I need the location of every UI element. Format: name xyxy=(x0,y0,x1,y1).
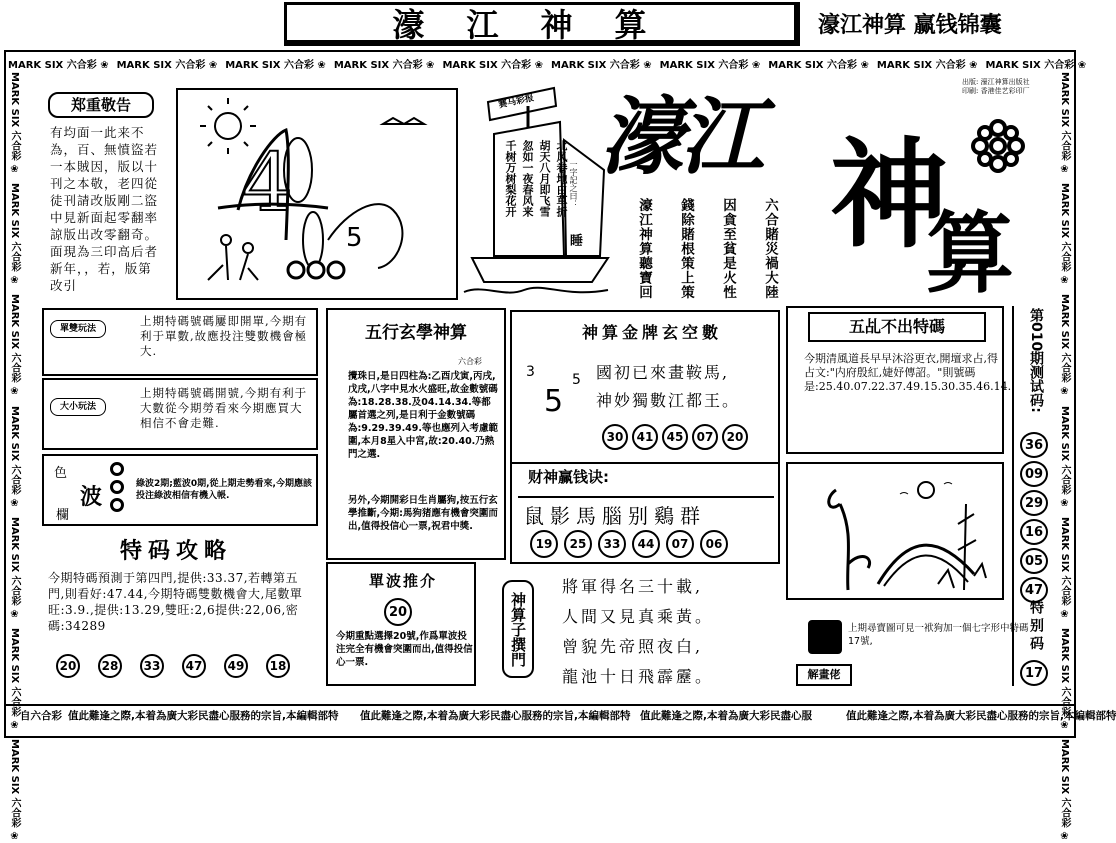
big-small-panel xyxy=(42,378,318,450)
never-out-panel xyxy=(786,306,1012,454)
bridge-icon xyxy=(878,545,974,584)
single-wave-title: 單波推介 xyxy=(368,572,437,590)
mark-six-logo-text: MARK SIX 六合彩 ❀ xyxy=(551,60,652,71)
mark-six-logo-text: MARK SIX 六合彩 ❀ xyxy=(1059,628,1070,732)
publisher-line1: 出版: 濠江神算出版社 xyxy=(962,78,1030,86)
mark-six-logo-text: MARK SIX 六合彩 ❀ xyxy=(9,183,20,287)
mark-six-logo-text: MARK SIX 六合彩 ❀ xyxy=(985,60,1087,71)
sailboat-poem xyxy=(464,86,608,300)
masthead-suan: 算 xyxy=(926,201,1015,305)
bridge-drawing xyxy=(788,464,1002,598)
test-code-number: 16 xyxy=(1020,519,1048,545)
verse-col4: 濠江神算聽寶回 xyxy=(636,198,652,300)
mark-six-logo-text: MARK SIX 六合彩 ❀ xyxy=(9,516,20,621)
golden-number: 41 xyxy=(632,424,658,450)
footer-seg1: 自六合彩 xyxy=(20,710,62,722)
fortune-number: 07 xyxy=(666,530,694,558)
single-double-panel xyxy=(42,308,318,376)
test-code-label: 第010期测试码: xyxy=(1028,308,1044,413)
flower-number-drawing xyxy=(178,90,456,298)
wave-dot-icon xyxy=(110,480,124,494)
verse-col1: 六合賭災禍大陸 xyxy=(762,198,778,300)
fortune-number: 44 xyxy=(632,530,660,558)
zi-men-label: 神算子撰門 xyxy=(502,580,534,678)
masthead-haojiang: 濠江 xyxy=(600,87,761,186)
flower-icon xyxy=(208,235,258,280)
single-wave-body: 今期重點選擇20號,作爲單波投注完全有機會突圍而出,值得投信心一票. xyxy=(336,631,473,668)
test-code-panel xyxy=(1012,306,1058,686)
sail-poem-col4: 千树万树梨花开 xyxy=(504,140,517,217)
mark-six-logo-text: MARK SIX 六合彩 ❀ xyxy=(9,405,20,509)
wuxing-extra: 另外,今期開彩日生肖屬狗,按五行玄學推斷,今期:馬狗猪應有機會突圍而出,值得投信心一票,祝君中獎. xyxy=(348,495,498,532)
flower-logo-icon xyxy=(970,118,1026,174)
decode-label: 解畫佬 xyxy=(796,664,852,686)
poem-four-lines xyxy=(562,572,782,692)
golden-panel xyxy=(510,310,780,462)
big-small-label: 大小玩法 xyxy=(50,398,106,416)
decode-panel xyxy=(786,606,1036,688)
sail-answer: 睡 xyxy=(570,234,584,249)
never-out-title: 五乩不出特碼 xyxy=(808,312,986,342)
notice-title: 郑重敬告 xyxy=(48,92,154,118)
color-wave-text: 綠波2期;藍波0期,從上期走勢看來,今期應該投注綠波相信有機入帳. xyxy=(136,479,312,501)
sail-poem-col1: 北风卷地白草折 xyxy=(555,140,568,217)
poem-line: 龍池十日飛霹靂。 xyxy=(562,667,715,686)
wave-dot-icon xyxy=(110,462,124,476)
mark-six-logo-text: MARK SIX 六合彩 ❀ xyxy=(1059,183,1070,287)
special-attack-body: 今期特碼預測于第四門,提供:33.37,若轉第五門,則看好:47.44,今期特碼雙數機會大,尾數單旺:3.9.,提供:13.29,雙旺:2,6提供:22,06,密碼:34289 xyxy=(48,571,303,633)
fortune-number: 33 xyxy=(598,530,626,558)
fortune-panel xyxy=(510,462,780,564)
poem-line: 曾貌先帝照夜白, xyxy=(562,637,704,656)
single-wave-number: 20 xyxy=(384,598,412,626)
golden-line1: 國初已來畫鞍馬, xyxy=(596,363,730,382)
masthead-shen: 神 xyxy=(830,125,949,264)
mark-six-logo-text: MARK SIX 六合彩 ❀ xyxy=(1059,516,1070,621)
notice-box xyxy=(42,92,168,304)
fortune-line: 鼠影馬腦别鷄群 xyxy=(518,496,774,526)
bridge-drawing-panel xyxy=(786,462,1004,600)
special-attack-number: 20 xyxy=(56,654,80,678)
golden-number: 45 xyxy=(662,424,688,450)
verse-col3: 錢除賭根策上策 xyxy=(678,198,694,300)
sun-icon xyxy=(918,482,934,498)
coins-icon xyxy=(288,118,424,278)
verse-columns xyxy=(624,198,780,308)
decode-icon xyxy=(808,620,842,654)
color-wave-panel xyxy=(42,454,318,526)
mark-six-logo-text: MARK SIX 六合彩 ❀ xyxy=(9,72,20,176)
wuxing-body: 攪珠日,是日四柱為:乙酉戊寅,丙戌,戊戌,八字中見水火盛旺,故金數號碼為:18.28.38.及04.14.34.等都屬首選之列,是日利于金數號碼為:9.29.39.49.等也應列入考慮範圍,本月8星入中宮,故:20.40.乃熱門之選. xyxy=(348,371,499,460)
golden-title: 神算金牌玄空數 xyxy=(581,323,722,342)
test-code-number: 05 xyxy=(1020,548,1048,574)
test-code-number: 09 xyxy=(1020,461,1048,487)
footer-seg3: 值此難逢之際,本着為廣大彩民盡心服務的宗旨,本編輯部特 xyxy=(360,710,631,722)
mark-six-logo-text: MARK SIX 六合彩 ❀ xyxy=(225,60,326,71)
special-attack-number: 47 xyxy=(182,654,206,678)
sail-side-text: 一字記之曰： xyxy=(569,160,578,208)
golden-doodle xyxy=(526,358,592,428)
wave-dots xyxy=(110,462,124,512)
mark-six-logo-text: MARK SIX 六合彩 ❀ xyxy=(116,60,218,71)
mark-six-logo-text: MARK SIX 六合彩 ❀ xyxy=(1059,405,1070,509)
test-code-number: 36 xyxy=(1020,432,1048,458)
special-attack-title: 特码攻略 xyxy=(119,538,232,564)
mark-six-logo-text: MARK SIX 六合彩 ❀ xyxy=(768,60,869,71)
sail-poem-col3: 忽如一夜春风来 xyxy=(521,140,534,217)
color-wave-c1: 色 xyxy=(54,466,68,481)
doodle-num: 5 xyxy=(572,372,581,388)
publisher-info xyxy=(962,78,1054,96)
single-double-text: 上期特碼號碼屢即開單,今期有利于單數,故應投注雙數機會極大. xyxy=(140,314,308,358)
mark-six-logo-text: MARK SIX 六合彩 ❀ xyxy=(876,60,978,71)
mark-six-logo-text: MARK SIX 六合彩 ❀ xyxy=(442,60,544,71)
poem-line: 人間又見真乘黃。 xyxy=(562,607,715,626)
special-attack-number: 18 xyxy=(266,654,290,678)
special-attack-numbers xyxy=(56,654,290,678)
mark-six-logo-text: MARK SIX 六合彩 ❀ xyxy=(9,294,20,398)
wuxing-sub: 六合彩 xyxy=(458,357,482,366)
wuxing-panel xyxy=(326,308,506,560)
special-attack-number: 28 xyxy=(98,654,122,678)
footer-seg2: 值此難逢之際,本着為廣大彩民盡心服務的宗旨,本編輯部特 xyxy=(68,710,339,722)
doodle-num: 5 xyxy=(544,384,564,419)
doodle-num: 3 xyxy=(526,364,535,380)
golden-numbers xyxy=(602,424,748,450)
golden-number: 30 xyxy=(602,424,628,450)
mark-six-logo-text: MARK SIX 六合彩 ❀ xyxy=(9,628,20,732)
mark-six-logo-text: MARK SIX 六合彩 ❀ xyxy=(8,60,109,71)
verse-col2: 因貪至貧是火性 xyxy=(720,198,736,300)
mark-six-strip-right xyxy=(1058,72,1072,843)
mark-six-logo-text: MARK SIX 六合彩 ❀ xyxy=(659,60,761,71)
never-out-body: 今期清風道長早早沐浴更衣,開壇求占,得占文:"内府殷紅,婕妤傳詔。"則號碼是:25.40.07.22.37.49.15.30.35.46.14. xyxy=(804,352,1012,393)
sail-flag: 赛马彩报 xyxy=(497,93,535,111)
special-attack-number: 33 xyxy=(140,654,164,678)
drawing-small-number: 5 xyxy=(346,223,363,253)
big-small-text: 上期特碼號碼開號,今期有利于大數從今期勞看來今期應買大相信不會走難. xyxy=(140,386,308,430)
special-code-number: 17 xyxy=(1020,660,1048,686)
special-attack-number: 49 xyxy=(224,654,248,678)
wave-dot-icon xyxy=(110,498,124,512)
color-wave-c2: 波 xyxy=(80,484,103,510)
test-code-number: 29 xyxy=(1020,490,1048,516)
mark-six-logo-text: MARK SIX 六合彩 ❀ xyxy=(1059,72,1070,176)
mark-six-strip-left xyxy=(8,72,22,843)
fortune-number: 25 xyxy=(564,530,592,558)
banner-slogan: 濠江神算 赢钱锦囊 xyxy=(818,12,1002,38)
single-double-label: 單雙玩法 xyxy=(50,320,106,338)
footer-seg4: 值此難逢之際,本着為廣大彩民盡心服 xyxy=(640,710,812,722)
wuxing-title: 五行玄學神算 xyxy=(365,323,467,343)
test-code-numbers xyxy=(1020,432,1048,603)
mark-six-logo-text: MARK SIX 六合彩 ❀ xyxy=(333,60,435,71)
fortune-title: 财神赢钱诀: xyxy=(528,468,609,486)
special-code-label: 特别码 xyxy=(1028,600,1044,654)
drawing-panel xyxy=(176,88,458,300)
decode-text: 上期尋寶圖可見一袱狗加一個七字形中特碼17號, xyxy=(848,623,1029,647)
special-attack-panel xyxy=(42,530,318,686)
golden-line2: 神妙獨數江都王。 xyxy=(596,391,741,410)
sail-poem-col2: 胡天八月即飞雪 xyxy=(538,140,551,217)
footer-seg5: 值此難逢之際,本着為廣大彩民盡心服務的宗旨,本編輯部特 xyxy=(846,710,1116,722)
banner-title: 濠江神算 xyxy=(284,2,800,46)
fortune-number: 06 xyxy=(700,530,728,558)
drawing-big-number: 4 xyxy=(242,136,293,229)
sail-poem xyxy=(502,140,569,217)
publisher-line2: 印刷: 香港佳艺彩印厂 xyxy=(962,87,1030,95)
poem-line: 將軍得名三十載, xyxy=(562,577,704,596)
single-wave-panel xyxy=(326,562,476,686)
mark-six-logo-text: MARK SIX 六合彩 ❀ xyxy=(1059,739,1070,843)
color-wave-c3: 欄 xyxy=(56,508,70,523)
mark-six-strip-top xyxy=(8,56,1087,71)
notice-body: 有均面一此来不為，百、無憤盜若一本賊因，版以十刊之本敬，老四從徒刊請改版剛二盜中見新面起零翻率諒版出改零翻奇。面現為三印高后者新年，，若，版第改引 xyxy=(50,125,159,293)
fortune-number: 19 xyxy=(530,530,558,558)
golden-number: 07 xyxy=(692,424,718,450)
test-code-number: 47 xyxy=(1020,577,1048,603)
golden-number: 20 xyxy=(722,424,748,450)
fortune-numbers xyxy=(530,530,728,558)
mark-six-logo-text: MARK SIX 六合彩 ❀ xyxy=(1059,294,1070,398)
mark-six-logo-text: MARK SIX 六合彩 ❀ xyxy=(9,739,20,843)
